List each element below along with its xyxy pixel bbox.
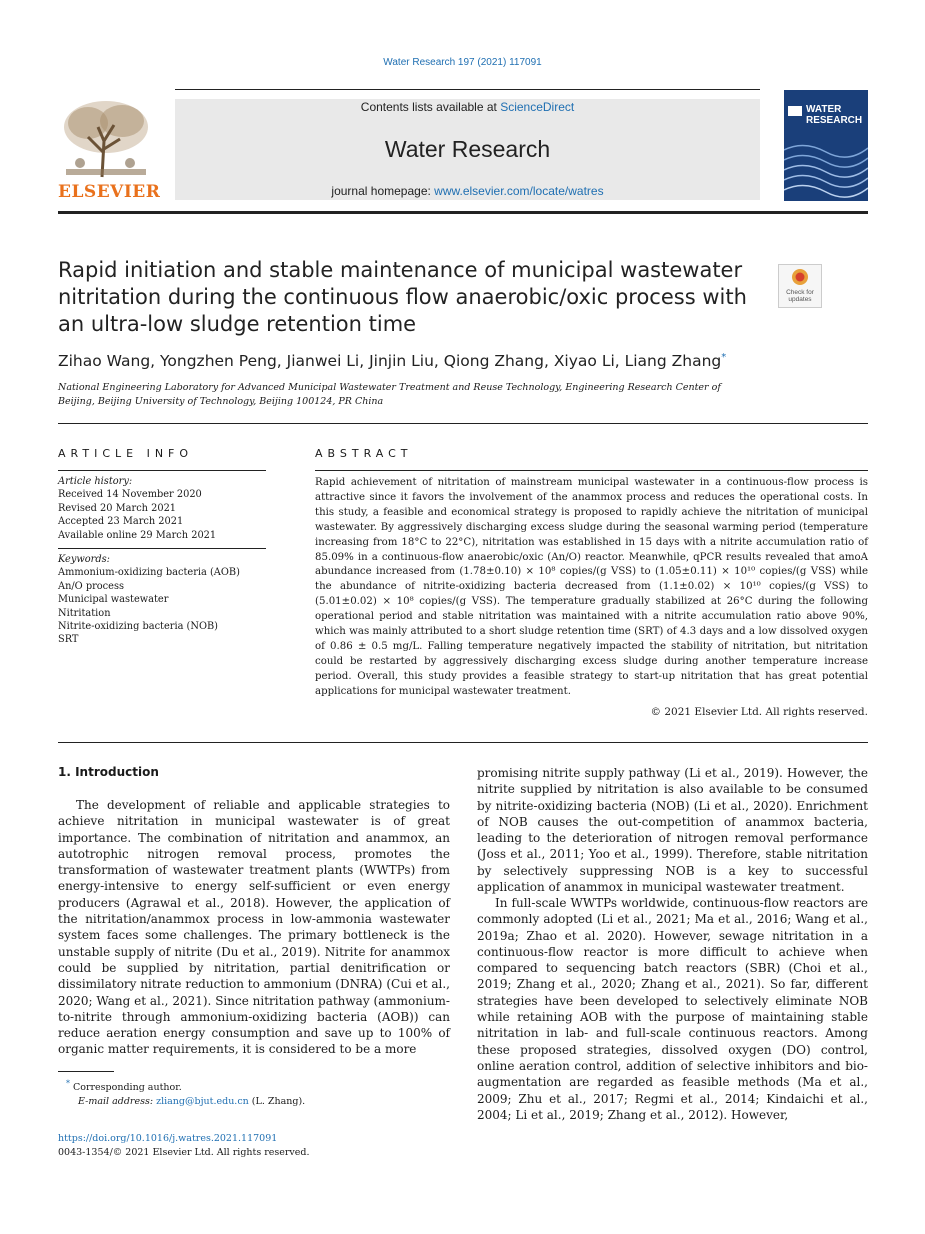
bookmark-icon <box>791 268 809 288</box>
info-top-rule <box>58 423 868 424</box>
check-label-line-1: Check for <box>786 289 814 296</box>
running-title: Water Research 197 (2021) 117091 <box>383 57 542 68</box>
journal-cover[interactable] <box>784 90 868 201</box>
section-heading: 1. Introduction <box>58 765 159 779</box>
cover-title <box>806 104 862 126</box>
cover-wave-graphic <box>784 130 868 201</box>
history-item: Accepted 23 March 2021 <box>58 516 184 528</box>
sciencedirect-link[interactable]: ScienceDirect <box>500 100 575 114</box>
body-top-rule <box>58 742 868 743</box>
contents-line <box>175 100 760 114</box>
keyword-item: SRT <box>58 634 79 646</box>
history-item: Available online 29 March 2021 <box>58 529 217 541</box>
intro-right-paragraph-2: In full-scale WWTPs worldwide, continuous-flow reactors are commonly adopted (Li et al., 2021; Ma et al., 2016; Wang et al., 2019a; Zhao et al. 2020). However, sewage nitritation in a continuous-flow reactor is more difficult to achieve when compared to sequencing batch reactors (SBR) (Choi et al., 2019; Zhang et al., 2020; Zhang et al., 2021). So far, different strategies have been developed to selectively eliminate NOB while retaining AOB with the purpose of maintaining stable nitritation in lab- and full-scale continuous reactors. Among these proposed strategies, dissolved oxygen (DO) control, online aeration control, addition of selective inhibitors and bio-augmentation are regarded as feasible methods (Ma et al., 2009; Zhu et al., 2017; Regmi et al., 2014; Kindaichi et al., 2004; Li et al., 2019; Zhang et al., 2012). However, <box>477 896 868 1122</box>
abstract-copyright: © 2021 Elsevier Ltd. All rights reserved. <box>650 706 868 718</box>
history-label: Article history: <box>58 476 133 487</box>
keywords-label: Keywords: <box>58 554 110 565</box>
elsevier-logo <box>58 97 161 203</box>
intro-left-paragraph: The development of reliable and applicable strategies to achieve nitritation in municipal wastewater is of great importance. The combination of nitritation and anammox, an autotrophic nitrogen removal process, promotes the transformation of wastewater treatment plants (WWTPs) from energy-intensive to energy self-sufficient or even energy producers (Agrawal et al., 2018). However, the application of the nitritation/anammox process in low-ammonia wastewater system faces some challenges. The primary bottleneck is the unstable supply of nitrite (Du et al., 2019). Nitrite for anammox could be supplied by nitritation, partial denitrification or dissimilatory nitrate reduction to ammonium (DNRA) (Cui et al., 2020; Wang et al., 2021). Since nitritation pathway (ammonium-to-nitrite through ammonium-oxidizing bacteria (AOB)) can reduce aeration energy consumption and save up to 100% of organic matter requirements, it is considered to be a more <box>58 798 450 1057</box>
email-link[interactable]: zliang@bjut.edu.cn <box>156 1096 249 1108</box>
abstract-heading: ABSTRACT <box>315 447 413 460</box>
cover-title-line-2: RESEARCH <box>806 115 863 126</box>
iwa-logo-icon <box>788 106 802 116</box>
journal-name: Water Research <box>384 136 551 162</box>
corresponding-author-mark[interactable]: * <box>721 352 727 363</box>
history-item: Received 14 November 2020 <box>58 489 202 501</box>
footnote-rule <box>58 1071 114 1072</box>
homepage-prefix: journal homepage: <box>331 184 435 198</box>
page-footer <box>58 1132 458 1160</box>
cover-title-line-1: WATER <box>806 104 842 115</box>
abstract-text: Rapid achievement of nitritation of mainstream municipal wastewater in a continuous-flow process is attractive since it favors the involvement of the anammox process and reduces the operational costs. In this study, a feasible and economical strategy is proposed to rapidly achieve the nitritation of municipal wastewater. By aggressively discharging excess sludge during the seasonal warming period (temperature increasing from 18°C to 22°C), nitritation was established in 15 days with a nitrite accumulation ratio of 85.09% in a continuous-flow anaerobic/oxic (An/O) reactor. Meanwhile, qPCR results revealed that amoA abundance increased from (1.78±0.10) × 10⁸ copies/(g VSS) to (1.05±0.11) × 10¹⁰ copies/(g VSS) while the abundance of nitrite-oxidizing bacteria decreased from (1.1±0.02) × 10¹⁰ copies/(g VSS) to (5.01±0.02) × 10⁸ copies/(g VSS). The temperature gradually stabilized at 26°C during the following operational period and stable nitritation was maintained with a nitrite accumulation ratio above 90%, which was mainly attributed to a short sludge retention time (SRT) of 4.3 days and a low dissolved oxygen of 0.86 ± 0.5 mg/L. Falling temperature negatively impacted the stability of nitritation, but nitritation could be restarted by aggressively discharging excess sludge during another temperature increase period. Overall, this study provides a feasible strategy to start-up nitritation that has great potential applications for municipal wastewater treatment. <box>315 477 868 697</box>
history-item: Revised 20 March 2021 <box>58 502 177 514</box>
article-history <box>58 475 266 542</box>
email-label: E-mail address: <box>78 1096 157 1108</box>
keywords <box>58 553 266 647</box>
article-info-heading: ARTICLE INFO <box>58 447 194 460</box>
issn-line: 0043-1354/© 2021 Elsevier Ltd. All rights reserved. <box>58 1147 310 1158</box>
doi-link[interactable]: https://doi.org/10.1016/j.watres.2021.117091 <box>58 1133 278 1144</box>
intro-right-paragraph-1: promising nitrite supply pathway (Li et al., 2019). However, the nitrite supplied by nitritation is also available to be consumed by nitrite-oxidizing bacteria (NOB) (Li et al., 2020). Enrichment of NOB causes the out-competition of anammox bacteria, leading to the deterioration of nitrogen removal performance (Joss et al., 2011; Yoo et al., 1999). Therefore, stable nitritation by selectively suppressing NOB is a key to successful application of anammox in municipal wastewater treatment. <box>477 766 868 895</box>
keyword-item: Ammonium-oxidizing bacteria (AOB) <box>58 567 240 579</box>
abstract-rule <box>315 470 868 471</box>
header-bottom-rule <box>58 211 868 214</box>
homepage-link[interactable]: www.elsevier.com/locate/watres <box>434 184 604 198</box>
homepage-line <box>175 184 760 198</box>
email-suffix: (L. Zhang). <box>248 1096 306 1108</box>
check-for-updates-badge[interactable] <box>778 264 822 308</box>
footnote <box>66 1077 446 1109</box>
header-top-rule <box>175 89 760 90</box>
check-label <box>779 289 821 303</box>
keyword-item: An/O process <box>58 580 125 592</box>
contents-prefix: Contents lists available at <box>360 100 501 114</box>
affiliation: National Engineering Laboratory for Advanced Municipal Wastewater Treatment and Reuse Technology, Engineering Research Center of Beijing, Beijing University of Technology, Beijing 100124, PR China <box>58 382 721 407</box>
keyword-item: Nitritation <box>58 607 111 619</box>
authors-text: Zihao Wang, Yongzhen Peng, Jianwei Li, Jinjin Liu, Qiong Zhang, Xiyao Li, Liang Zhang <box>58 352 722 371</box>
email-line <box>66 1095 446 1109</box>
footnote-mark: * <box>66 1079 70 1088</box>
keyword-item: Nitrite-oxidizing bacteria (NOB) <box>58 621 219 633</box>
article-info-rule <box>58 470 266 471</box>
check-label-line-2: updates <box>788 296 812 303</box>
corresponding-label: Corresponding author. <box>72 1082 182 1094</box>
article-title: Rapid initiation and stable maintenance of municipal wastewater nitritation during the continuous flow anaerobic/oxic process with an ultra-low sludge retention time <box>58 258 747 336</box>
publisher-wordmark: ELSEVIER <box>58 182 161 202</box>
keywords-rule <box>58 548 266 549</box>
author-list <box>58 352 858 370</box>
corresponding-note <box>66 1077 446 1095</box>
keyword-item: Municipal wastewater <box>58 594 169 606</box>
